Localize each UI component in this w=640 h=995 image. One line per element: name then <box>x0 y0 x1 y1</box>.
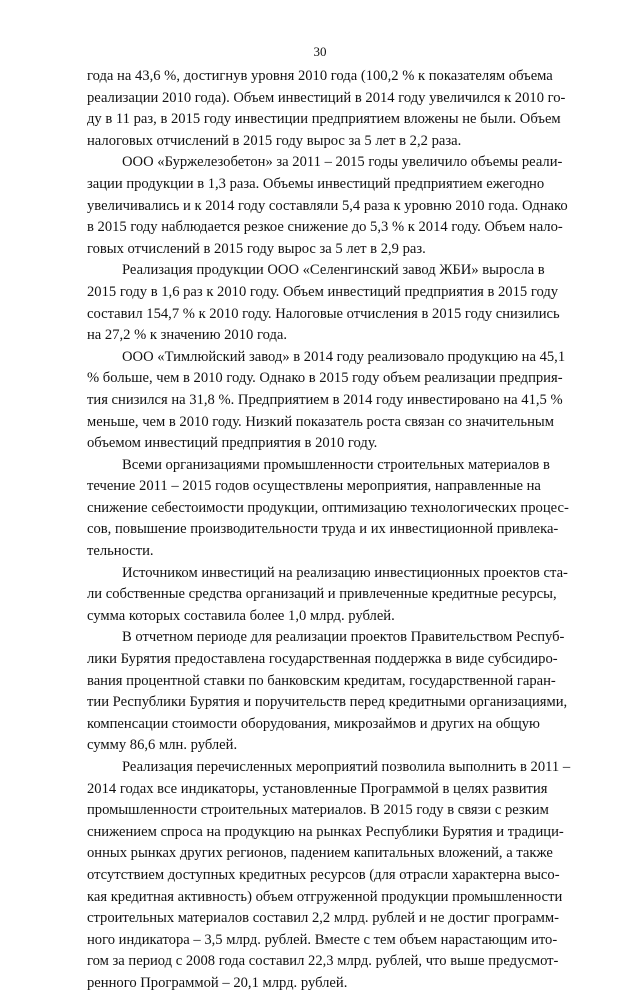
text-line: кая кредитная активность) объем отгруженной продукции промышленности <box>87 888 563 905</box>
paragraph <box>87 627 595 757</box>
text-line: года на 43,6 %, достигнув уровня 2010 года (100,2 % к показателям объема <box>87 68 553 84</box>
paragraph <box>87 260 595 346</box>
text-line: ли собственные средства организаций и привлеченные кредитные ресурсы, <box>87 586 557 603</box>
page-number: 30 <box>313 44 327 59</box>
paragraph <box>87 757 595 995</box>
paragraph <box>87 66 595 152</box>
text-line: Реализация продукции ООО «Селенгинский завод ЖБИ» выросла в <box>122 262 545 279</box>
text-line: течение 2011 – 2015 годов осуществлены мероприятия, направленные на <box>87 478 541 495</box>
text-line: сумма которых составила более 1,0 млрд. рублей. <box>87 607 395 624</box>
text-line: сов, повышение производительности труда и их инвестиционной привлека- <box>87 521 559 538</box>
text-line: тии Республики Бурятия и поручительств перед кредитными организациями, <box>87 694 568 711</box>
text-line: зации продукции в 1,3 раза. Объемы инвестиций предприятием ежегодно <box>87 175 545 192</box>
text-line: компенсации стоимости оборудования, микрозаймов и других на общую <box>87 715 540 732</box>
text-line: увеличивались и к 2014 году составляли 5,4 раза к уровню 2010 года. Однако <box>87 197 568 214</box>
text-line: на 27,2 % к значению 2010 года. <box>87 327 288 344</box>
text-line: промышленности строительных материалов. В 2015 году в связи с резким <box>87 802 549 819</box>
text-line: снижением спроса на продукцию на рынках Республики Бурятия и традици- <box>87 823 564 840</box>
body-text <box>87 66 595 995</box>
text-line: составил 154,7 % к 2010 году. Налоговые отчисления в 2015 году снизились <box>87 305 560 322</box>
paragraph <box>87 455 595 563</box>
paragraph <box>87 563 595 628</box>
text-line: отсутствием доступных кредитных ресурсов (для отрасли характерна высо- <box>87 866 560 883</box>
paragraph <box>87 347 595 455</box>
text-line: Всеми организациями промышленности строительных материалов в <box>122 456 550 473</box>
text-line: В отчетном периоде для реализации проектов Правительством Респуб- <box>122 629 565 646</box>
text-line: сумму 86,6 млн. рублей. <box>87 737 238 754</box>
text-line: реализации 2010 года). Объем инвестиций в 2014 году увеличился к 2010 го- <box>87 89 566 106</box>
text-line: в 2015 году наблюдается резкое снижение до 5,3 % к 2014 году. Объем нало- <box>87 219 563 236</box>
text-line: Реализация перечисленных мероприятий позволила выполнить в 2011 – <box>122 759 571 775</box>
text-line: лики Бурятия предоставлена государственная поддержка в виде субсидиро- <box>87 651 558 668</box>
text-line: % больше, чем в 2010 году. Однако в 2015 году объем реализации предприя- <box>87 370 563 387</box>
text-line: говых отчислений в 2015 году вырос за 5 лет в 2,9 раз. <box>87 240 426 257</box>
text-line: ренного Программой – 20,1 млрд. рублей. <box>87 974 348 991</box>
text-line: ного индикатора – 3,5 млрд. рублей. Вместе с тем объем нарастающим ито- <box>87 931 558 948</box>
text-line: снижение себестоимости продукции, оптимизацию технологических процес- <box>87 499 569 516</box>
text-line: тия снизился на 31,8 %. Предприятием в 2014 году инвестировано на 41,5 % <box>87 391 563 408</box>
text-line: строительных материалов составил 2,2 млрд. рублей и не достиг программ- <box>87 910 559 927</box>
text-line: гом за период с 2008 года составил 22,3 млрд. рублей, что выше предусмот- <box>87 953 559 970</box>
text-line: вания процентной ставки по банковским кредитам, государственной гаран- <box>87 672 556 689</box>
text-line: 2014 годах все индикаторы, установленные Программой в целях развития <box>87 780 548 797</box>
text-line: онных рынках других регионов, падением капитальных вложений, а также <box>87 845 553 862</box>
text-line: налоговых отчислений в 2015 году вырос за 5 лет в 2,2 раза. <box>87 132 462 149</box>
text-line: ООО «Тимлюйский завод» в 2014 году реализовало продукцию на 45,1 <box>122 348 566 365</box>
text-line: объемом инвестиций предприятия в 2010 году. <box>87 435 378 452</box>
text-line: тельности. <box>87 543 154 560</box>
text-line: ду в 11 раз, в 2015 году инвестиции предприятием вложены не были. Объем <box>87 111 561 128</box>
text-line: 2015 году в 1,6 раз к 2010 году. Объем инвестиций предприятия в 2015 году <box>87 283 559 300</box>
text-line: меньше, чем в 2010 году. Низкий показатель роста связан со значительным <box>87 413 554 430</box>
text-line: ООО «Буржелезобетон» за 2011 – 2015 годы увеличило объемы реали- <box>122 154 563 171</box>
text-line: Источником инвестиций на реализацию инвестиционных проектов ста- <box>122 564 568 581</box>
paragraph <box>87 152 595 260</box>
